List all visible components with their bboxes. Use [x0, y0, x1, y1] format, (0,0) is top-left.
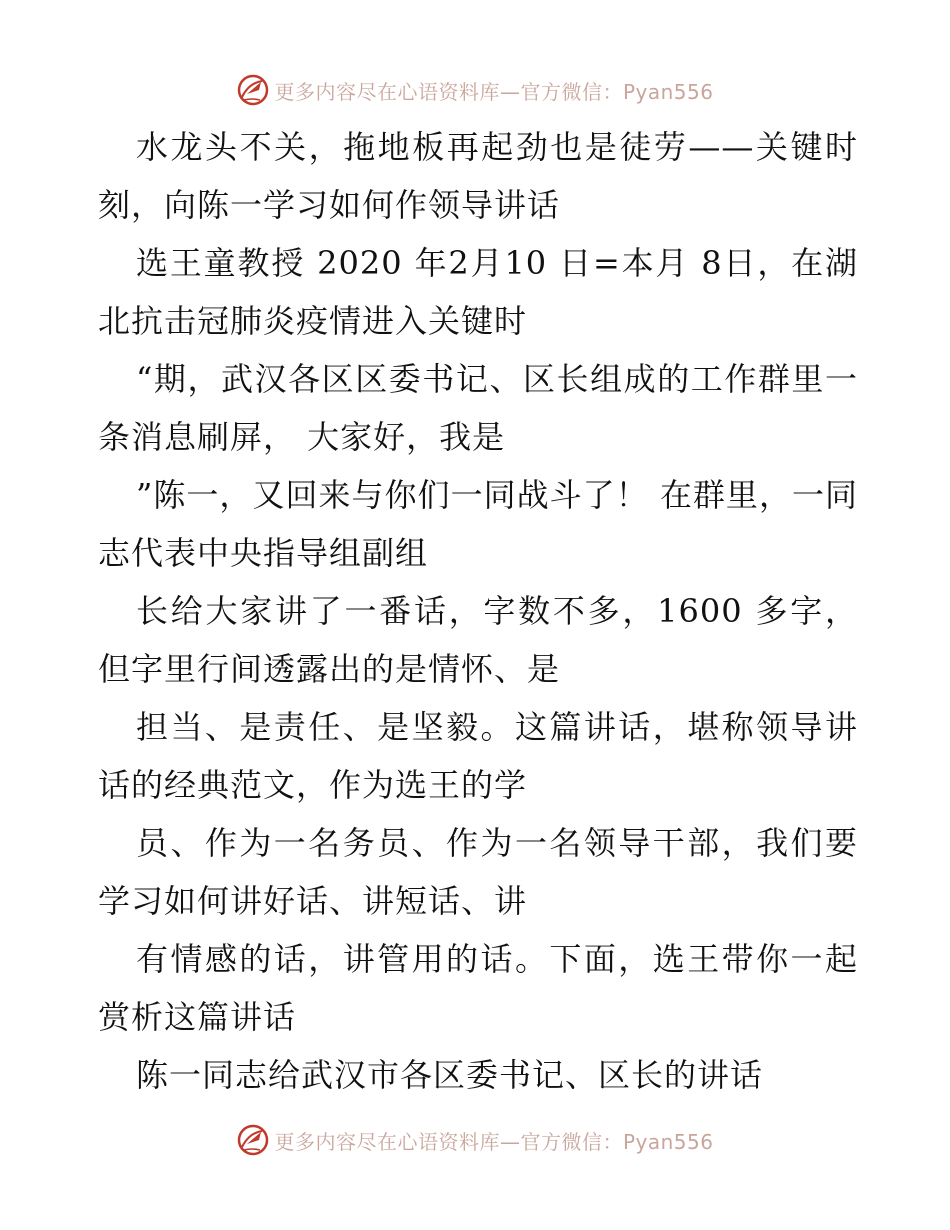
pen-logo-icon [236, 73, 270, 107]
paragraph: “期，武汉各区区委书记、区长组成的工作群里一条消息刷屏， 大家好，我是 [98, 360, 858, 456]
paragraph: 员、作为一名务员、作为一名领导干部，我们要学习如何讲好话、讲短话、讲 [98, 824, 858, 920]
paragraph: ”陈一，又回来与你们一同战斗了！ 在群里，一同志代表中央指导组副组 [98, 476, 858, 572]
pen-logo-icon [236, 1123, 270, 1157]
paragraph: 选王童教授 2020 年2月10 日=本月 8日，在湖北抗击冠肺炎疫情进入关键时 [98, 244, 858, 340]
watermark-text: 更多内容尽在心语资料库—官方微信：Pyan556 [274, 1129, 714, 1154]
watermark-text: 更多内容尽在心语资料库—官方微信：Pyan556 [274, 79, 714, 104]
footer-watermark [0, 1120, 950, 1160]
header-watermark [0, 70, 950, 110]
paragraph: 长给大家讲了一番话，字数不多，1600 多字，但字里行间透露出的是情怀、是 [98, 592, 858, 688]
paragraph: 担当、是责任、是坚毅。这篇讲话，堪称领导讲话的经典范文，作为选王的学 [98, 708, 858, 804]
paragraph: 水龙头不关，拖地板再起劲也是徒劳——关键时刻，向陈一学习如何作领导讲话 [98, 128, 858, 224]
paragraph: 陈一同志给武汉市各区委书记、区长的讲话 [136, 1056, 764, 1094]
document-body [98, 118, 858, 1104]
paragraph: 有情感的话，讲管用的话。下面，选王带你一起赏析这篇讲话 [98, 940, 858, 1036]
